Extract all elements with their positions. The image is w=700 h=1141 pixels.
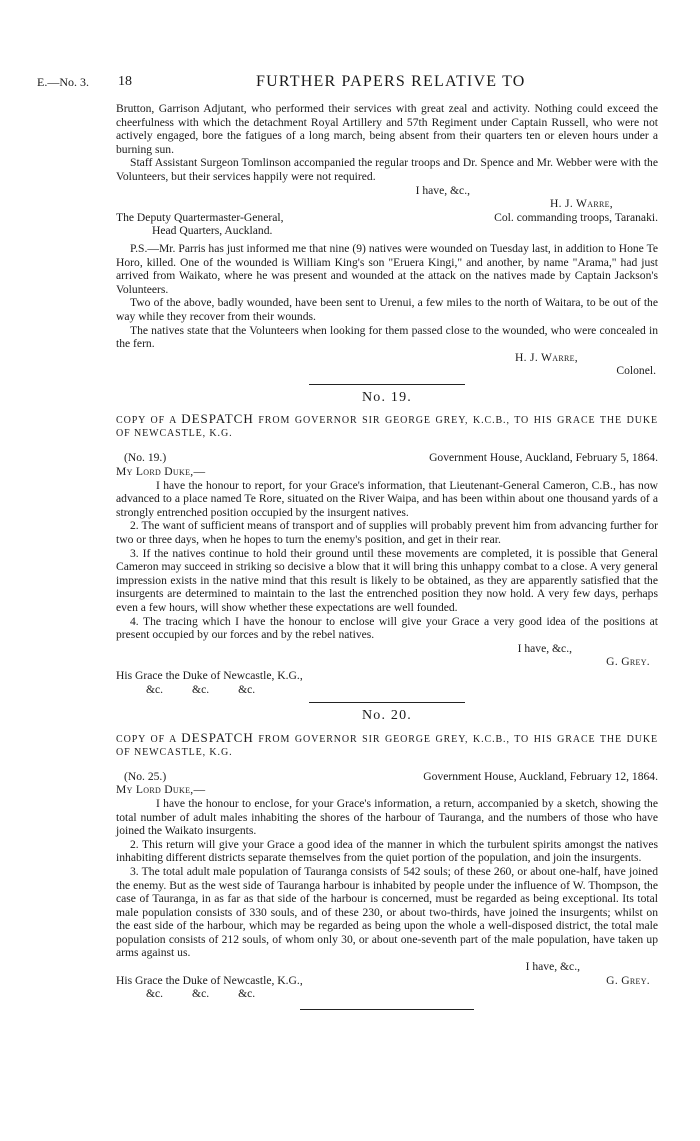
caption-prefix: COPY OF A (116, 415, 182, 427)
despatch-etc: &c. &c. &c. (146, 682, 256, 696)
despatch-caption (116, 731, 658, 759)
despatch-closing: I have, &c., (525, 960, 580, 974)
despatch-addressee: His Grace the Duke of Newcastle, K.G., (116, 668, 303, 682)
despatch-signature: G. Grey. (606, 973, 650, 987)
despatch-salutation: My Lord Duke,— (116, 783, 206, 797)
parliamentary-paper-ref: E.—No. 3. (37, 75, 89, 89)
letter-signatory-title: Col. commanding troops, Taranaki. (494, 210, 658, 224)
despatch-reference: (No. 19.) (124, 451, 167, 465)
letter-paragraph: Brutton, Garrison Adjutant, who performed their services with great zeal and activity. Nothing could exceed the cheerfulness with which the detachment Royal Artillery and 57th Regiment under Captain Russell, who were not actively engaged, bore the fatigues of a long march, being absent from their quarters ten or eleven hours under a burning sun. (116, 102, 658, 156)
despatch-reference: (No. 25.) (124, 769, 167, 783)
despatch-signoff-line (116, 960, 658, 974)
despatch-paragraph: 4. The tracing which I have the honour to enclose will give your Grace a very good idea of the positions at present occupied by our forces and by the rebel natives. (116, 614, 658, 642)
postscript-paragraph: P.S.—Mr. Parris has just informed me that nine (9) natives were wounded on Tuesday last, in addition to Hone Te Horo, killed. One of the wounded is William King's son "Eruera Kingi," and another, by name "Arama," had just arrived from Waikato, where he was present and wounded at the attack on the natives made by Captain Jackson's Volunteers. (116, 241, 658, 296)
despatch-addressee: His Grace the Duke of Newcastle, K.G., (116, 973, 303, 987)
section-divider (309, 384, 465, 385)
despatch-signature: G. Grey. (606, 655, 650, 669)
postscript-signatory-title: Colonel. (616, 364, 656, 378)
despatch-salutation: My Lord Duke,— (116, 465, 206, 479)
letter-paragraph: Staff Assistant Surgeon Tomlinson accompanied the regular troops and Dr. Spence and Mr. Webber were with the Volunteers, but their services happily were not required. (116, 156, 658, 183)
despatch-paragraph: 3. If the natives continue to hold their ground until these movements are completed, it is possible that General Cameron may succeed in striking so decisive a blow that it will bring this unhappy combat to a close. A very general impression exists in the native mind that this result is likely to be obtained, as they are apparently satisfied that the insurgents are determined to maintain to the last the entrenched position they now hold. A very few days, perhaps even a few hours, will show whether these expectations are well founded. (116, 546, 658, 614)
despatch-closing: I have, &c., (517, 641, 572, 655)
despatch-dateline (116, 451, 658, 465)
despatch-etc: &c. &c. &c. (146, 987, 256, 1001)
despatch-caption (116, 412, 658, 440)
despatch-paragraph: I have the honour to report, for your Grace's information, that Lieutenant-General Cameron, C.B., has now advanced to a place named Te Rore, situated on the River Waipa, and has been within about one thousand yards of a strongly entrenched position occupied by the insurgent natives. (116, 478, 658, 519)
caption-despatch-word: DESPATCH (181, 411, 254, 427)
caption-prefix: COPY OF A (116, 733, 182, 745)
despatch-paragraph: 2. The want of sufficient means of transport and of supplies will probably prevent him from advancing further for two or three days, when he hopes to turn the enemy's position, and get in their rear. (116, 519, 658, 547)
despatch-place-date: Government House, Auckland, February 12, 1864. (423, 769, 658, 783)
section-divider (300, 1009, 474, 1010)
running-title: FURTHER PAPERS RELATIVE TO (256, 73, 526, 90)
despatch-paragraph: 2. This return will give your Grace a good idea of the manner in which the turbulent spirits amongst the natives inhabiting different districts separate themselves from the quiet portion of the population, and join the insurgents. (116, 837, 658, 865)
caption-suffix: FROM GOVERNOR SIR GEORGE GREY, K.C.B., TO HIS GRACE THE DUKE OF NEWCASTLE, K.G. (116, 415, 658, 440)
letter-addressee: The Deputy Quartermaster-General, (116, 210, 284, 224)
caption-suffix: FROM GOVERNOR SIR GEORGE GREY, K.C.B., TO HIS GRACE THE DUKE OF NEWCASTLE, K.G. (116, 733, 658, 758)
page-header (0, 73, 700, 95)
section-divider (309, 702, 465, 703)
postscript-paragraph: The natives state that the Volunteers when looking for them passed close to the wounded, who were concealed in the fern. (116, 323, 658, 351)
despatch-address-line (116, 974, 658, 988)
despatch-paragraph: 3. The total adult male population of Tauranga consists of 542 souls; of these 260, or about one-half, have joined the enemy. But as the west side of Tauranga harbour is inhabited by people under the influence of W. Thompson, the case of Tauranga, in as far as that side of the harbour is concerned, must be regarded as being exceptional. Its total male population consists of 330 souls, and of these 230, or about two-thirds, have joined the insurgents; whilst on the east side of the harbour, which may be regarded as being upon the whole a well-disposed district, the total male population consists of 212 souls, of whom only 30, or about one-seventh part of the male population, have taken up arms against us. (116, 864, 658, 960)
despatch-paragraph: I have the honour to enclose, for your Grace's information, a return, accompanied by a sketch, showing the total number of adult males inhabiting the shores of the harbour of Tauranga, and the numbers of those who have joined the Waikato insurgents. (116, 796, 658, 838)
page-number: 18 (118, 74, 132, 89)
despatch-number: No. 19. (361, 389, 412, 405)
caption-despatch-word: DESPATCH (181, 729, 254, 745)
letter-address-line (116, 211, 658, 225)
postscript-paragraph: Two of the above, badly wounded, have been sent to Urenui, a few miles to the north of Waitara, to be out of the way while they recover from their wounds. (116, 296, 658, 323)
page-body (116, 102, 658, 1016)
letter-addressee-location: Head Quarters, Auckland. (152, 224, 273, 238)
despatch-place-date: Government House, Auckland, February 5, 1864. (429, 451, 658, 465)
letter-signature: H. J. Warre, (549, 197, 613, 211)
despatch-number: No. 20. (361, 708, 412, 724)
letter-closing: I have, &c., (415, 183, 470, 197)
despatch-dateline (116, 770, 658, 784)
postscript-signature: H. J. Warre, (514, 350, 578, 364)
